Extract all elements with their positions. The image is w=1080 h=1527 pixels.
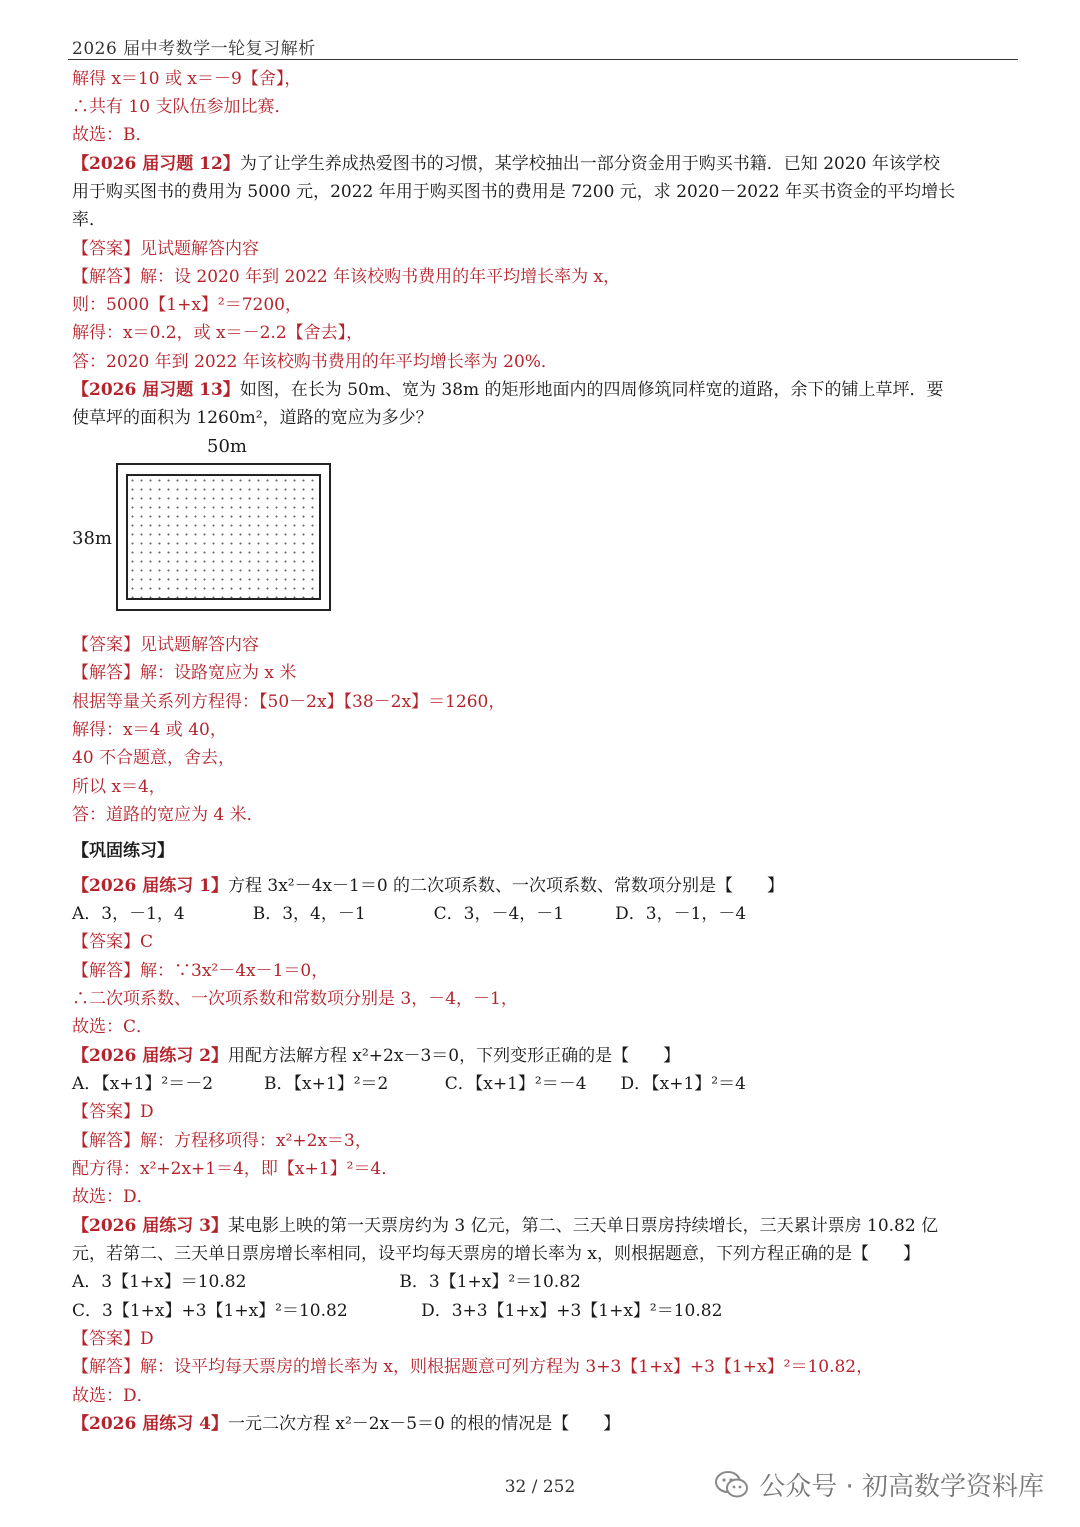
text-line: 解得 x＝10 或 x＝－9【舍】， xyxy=(72,69,302,89)
text-line: A．3【1+x】＝10.82 B．3【1+x】²＝10.82 xyxy=(72,1272,581,1292)
text-line: 元，若第二、三天单日票房增长率相同，设平均每天票房的增长率为 x，则根据题意，下列方程正确的是【 】 xyxy=(72,1244,920,1264)
text-line: 【解答】解：方程移项得：x²+2x＝3， xyxy=(72,1131,372,1151)
problem-tag: 【2026 届习题 12】 xyxy=(72,154,240,174)
problem-text: 某电影上映的第一天票房约为 3 亿元，第二、三天单日票房持续增长，三天累计票房 10.82 亿 xyxy=(227,1216,939,1236)
figure-width-label: 50m xyxy=(207,436,247,457)
text-line: 根据等量关系列方程得：【50－2x】【38－2x】＝1260， xyxy=(72,692,506,712)
text-line: 解得：x＝0.2，或 x＝－2.2【舍去】， xyxy=(72,323,364,343)
text-line: 则：5000【1+x】²＝7200， xyxy=(72,295,302,315)
text-line xyxy=(72,1045,680,1067)
header-divider xyxy=(68,59,1018,60)
page-header-title: 2026 届中考数学一轮复习解析 xyxy=(72,39,316,59)
text-line: 【巩固练习】 xyxy=(72,841,174,861)
text-line: 使草坪的面积为 1260m²，道路的宽应为多少？ xyxy=(72,408,433,428)
page-number: 32 / 252 xyxy=(504,1477,576,1497)
text-line: 【解答】解：设路宽应为 x 米 xyxy=(72,663,297,683)
problem-text: 用配方法解方程 x²+2x－3＝0，下列变形正确的是【 】 xyxy=(227,1046,681,1066)
text-line: C．3【1+x】+3【1+x】²＝10.82 D．3+3【1+x】+3【1+x】²＝10.82 xyxy=(72,1301,723,1321)
text-line xyxy=(72,1413,620,1435)
text-line: 40 不合题意，舍去， xyxy=(72,748,236,768)
text-line: A．【x+1】²＝－2 B．【x+1】²＝2 C．【x+1】²＝－4 D．【x+1】²＝4 xyxy=(72,1074,746,1094)
text-line: 故选：C． xyxy=(72,1017,154,1037)
problem-tag: 【2026 届练习 4】 xyxy=(72,1414,228,1434)
text-line: 【答案】D xyxy=(72,1329,154,1349)
problem-text: 方程 3x²－4x－1＝0 的二次项系数、一次项系数、常数项分别是【 】 xyxy=(227,876,785,896)
text-line: 【答案】C xyxy=(72,932,154,952)
text-line: 故选：B． xyxy=(72,125,153,145)
rectangle-figure xyxy=(72,436,342,626)
text-line: 所以 x＝4， xyxy=(72,777,166,797)
text-line: 【解答】解：设平均每天票房的增长率为 x，则根据题意可列方程为 3+3【1+x】+3【1+x】²＝10.82， xyxy=(72,1357,874,1377)
text-line: 解得：x＝4 或 40， xyxy=(72,720,227,740)
problem-text: 如图，在长为 50m、宽为 38m 的矩形地面内的四周修筑同样宽的道路，余下的铺上草坪．要 xyxy=(239,380,944,400)
problem-tag: 【2026 届练习 3】 xyxy=(72,1216,228,1236)
text-line xyxy=(72,379,944,401)
text-line: 率． xyxy=(72,210,106,230)
text-line: A．3，－1，4 B．3，4，－1 C．3，－4，－1 D．3，－1，－4 xyxy=(72,904,747,924)
text-line: 故选：D． xyxy=(72,1187,154,1207)
text-line: 用于购买图书的费用为 5000 元，2022 年用于购买图书的费用是 7200 元，求 2020－2022 年买书资金的平均增长 xyxy=(72,182,956,202)
problem-tag: 【2026 届练习 2】 xyxy=(72,1046,228,1066)
text-line xyxy=(72,875,784,897)
text-line: 【答案】D xyxy=(72,1102,154,1122)
watermark xyxy=(715,1466,1044,1503)
problem-tag: 【2026 届练习 1】 xyxy=(72,876,228,896)
text-line: 配方得：x²+2x+1＝4，即【x+1】²＝4． xyxy=(72,1159,399,1179)
watermark-text: 公众号 · 初高数学资料库 xyxy=(759,1472,1044,1502)
problem-text: 为了让学生养成热爱图书的习惯，某学校抽出一部分资金用于购买书籍．已知 2020 年该学校 xyxy=(239,154,940,174)
text-line: 【答案】见试题解答内容 xyxy=(72,635,259,655)
problem-text: 一元二次方程 x²－2x－5＝0 的根的情况是【 】 xyxy=(227,1414,621,1434)
text-line: ∴共有 10 支队伍参加比赛． xyxy=(72,97,292,117)
text-line: 答：2020 年到 2022 年该校购书费用的年平均增长率为 20%． xyxy=(72,352,558,372)
problem-tag: 【2026 届习题 13】 xyxy=(72,380,240,400)
text-line: 【答案】见试题解答内容 xyxy=(72,239,259,259)
wechat-icon xyxy=(715,1470,749,1500)
text-line xyxy=(72,1215,938,1237)
text-line: 【解答】解：∵3x²－4x－1＝0， xyxy=(72,961,329,981)
text-line: 故选：D． xyxy=(72,1386,154,1406)
lawn-rectangle xyxy=(126,474,321,600)
text-line: 答：道路的宽应为 4 米． xyxy=(72,805,264,825)
text-line: 【解答】解：设 2020 年到 2022 年该校购书费用的年平均增长率为 x， xyxy=(72,267,621,287)
figure-height-label: 38m xyxy=(72,528,112,549)
text-line: ∴二次项系数、一次项系数和常数项分别是 3，－4，－1， xyxy=(72,989,518,1009)
text-line xyxy=(72,153,940,175)
